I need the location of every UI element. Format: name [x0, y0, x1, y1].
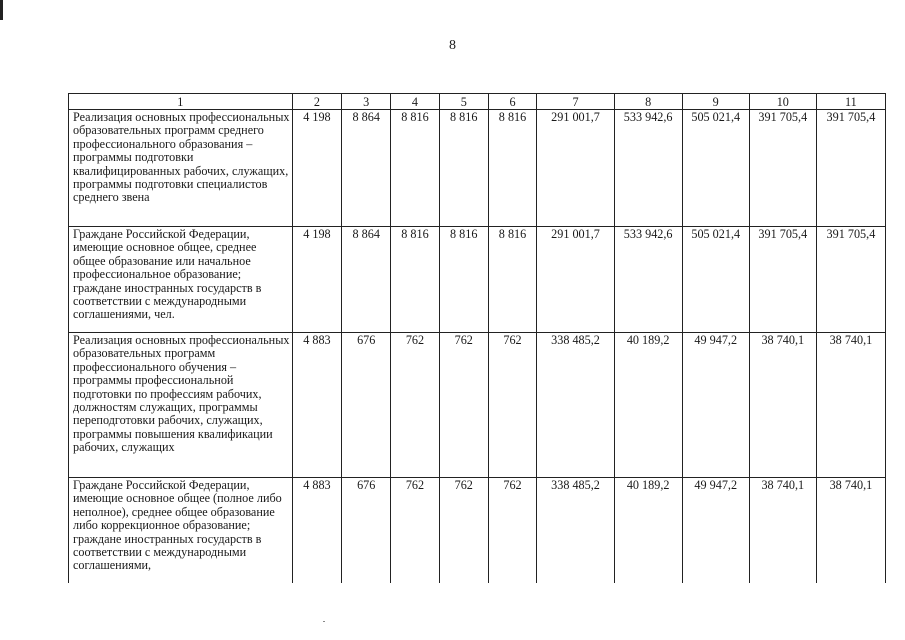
column-header: 8 — [614, 94, 682, 110]
table-cell: 391 705,4 — [816, 227, 885, 333]
table-cell: 8 816 — [439, 227, 488, 333]
table-cell: 533 942,6 — [614, 227, 682, 333]
table-cell: 676 — [342, 478, 391, 584]
table-cell: 38 740,1 — [816, 478, 885, 584]
column-header: 9 — [682, 94, 749, 110]
column-header: 7 — [537, 94, 614, 110]
table-row — [69, 110, 886, 227]
data-table — [68, 93, 886, 583]
table-cell: 291 001,7 — [537, 227, 614, 333]
column-header: 6 — [488, 94, 537, 110]
row-description: Граждане Российской Федерации, имеющие основное общее (полное либо неполное), среднее общее образование либо коррекционное образование; граждане иностранных государств в соответствии с международными соглашениями, — [69, 478, 293, 584]
table-cell: 505 021,4 — [682, 227, 749, 333]
table-cell: 8 864 — [342, 110, 391, 227]
table-cell: 338 485,2 — [537, 478, 614, 584]
table-cell: 49 947,2 — [682, 333, 749, 478]
table-row — [69, 478, 886, 584]
table-cell: 291 001,7 — [537, 110, 614, 227]
table-cell: 762 — [391, 478, 440, 584]
table-cell: 391 705,4 — [816, 110, 885, 227]
column-header: 10 — [749, 94, 816, 110]
table-cell: 762 — [439, 333, 488, 478]
table-cell: 8 816 — [439, 110, 488, 227]
table-cell: 762 — [391, 333, 440, 478]
scan-edge-mark — [0, 0, 3, 20]
table-cell: 8 816 — [391, 110, 440, 227]
row-description: Граждане Российской Федерации, имеющие основное общее, среднее общее образование или начальное профессиональное образование; граждане иностранных государств в соответствии с международными соглашениями, чел. — [69, 227, 293, 333]
table-cell: 4 198 — [292, 110, 342, 227]
table-cell: 4 883 — [292, 333, 342, 478]
table-header-row — [69, 94, 886, 110]
table-row — [69, 333, 886, 478]
table-cell: 505 021,4 — [682, 110, 749, 227]
column-header: 1 — [69, 94, 293, 110]
column-header: 3 — [342, 94, 391, 110]
row-description: Реализация основных профессиональных образовательных программ среднего профессионального образования – программы подготовки квалифицированных рабочих, служащих, программы подготовки специалистов среднего звена — [69, 110, 293, 227]
table-cell: 8 864 — [342, 227, 391, 333]
row-description: Реализация основных профессиональных образовательных программ профессионального обучения – программы профессиональной подготовки по профессиям рабочих, должностям служащих, программы переподготовки рабочих, служащих, программы повышения квалификации рабочих, служащих — [69, 333, 293, 478]
table-cell: 762 — [488, 333, 537, 478]
table-cell: 8 816 — [488, 227, 537, 333]
table-cell: 38 740,1 — [749, 333, 816, 478]
table-cell: 40 189,2 — [614, 478, 682, 584]
column-header: 11 — [816, 94, 885, 110]
table-cell: 391 705,4 — [749, 110, 816, 227]
scan-speck — [323, 621, 325, 622]
table-cell: 40 189,2 — [614, 333, 682, 478]
table-cell: 338 485,2 — [537, 333, 614, 478]
column-header: 2 — [292, 94, 342, 110]
table-cell: 8 816 — [391, 227, 440, 333]
table-cell: 38 740,1 — [816, 333, 885, 478]
table-cell: 676 — [342, 333, 391, 478]
table-row — [69, 227, 886, 333]
column-header: 4 — [391, 94, 440, 110]
table-cell: 762 — [439, 478, 488, 584]
table-cell: 49 947,2 — [682, 478, 749, 584]
table-cell: 8 816 — [488, 110, 537, 227]
table-cell: 533 942,6 — [614, 110, 682, 227]
table-cell: 762 — [488, 478, 537, 584]
table-cell: 391 705,4 — [749, 227, 816, 333]
table-cell: 38 740,1 — [749, 478, 816, 584]
column-header: 5 — [439, 94, 488, 110]
page-number: 8 — [449, 38, 456, 53]
table-cell: 4 198 — [292, 227, 342, 333]
table-cell: 4 883 — [292, 478, 342, 584]
